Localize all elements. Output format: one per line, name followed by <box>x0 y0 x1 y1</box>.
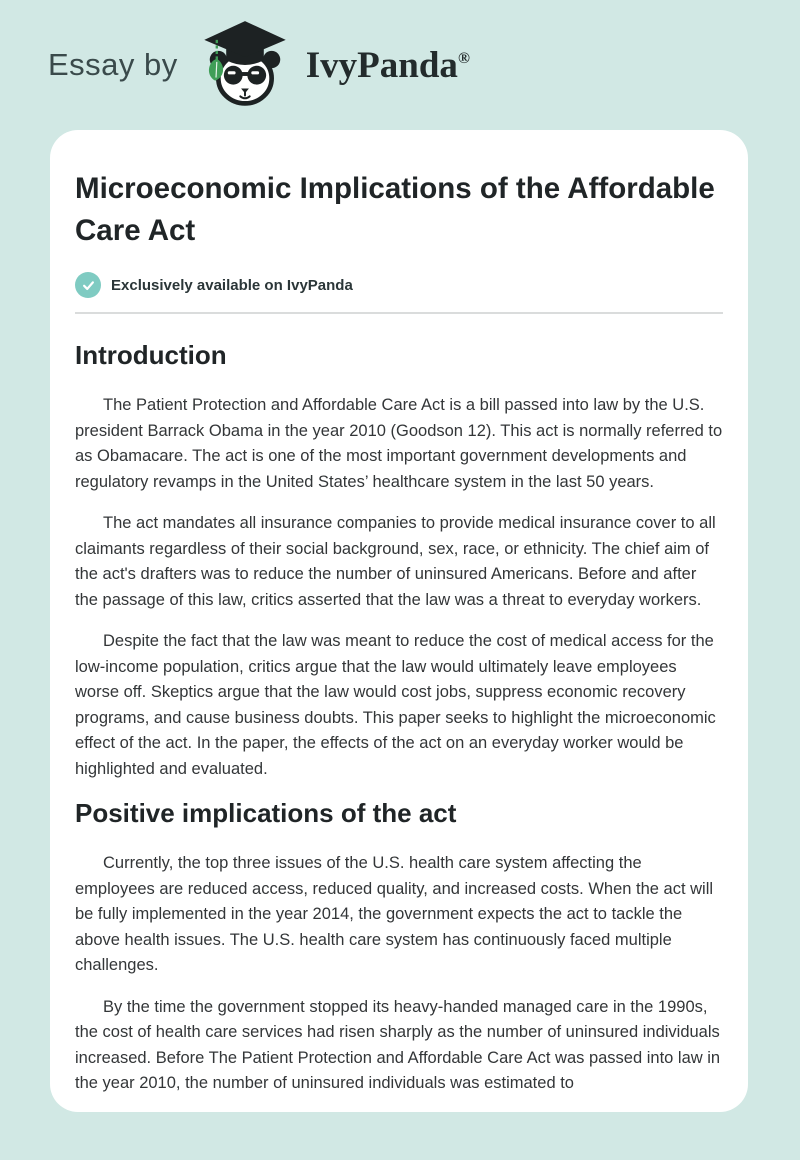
divider <box>75 312 723 314</box>
essay-title: Microeconomic Implications of the Affordable Care Act <box>75 172 715 247</box>
section-positive-implications <box>75 798 723 1097</box>
check-icon <box>75 272 101 298</box>
brand-text: IvyPanda <box>305 44 458 86</box>
panda-graduate-icon <box>196 18 294 112</box>
heading-introduction: Introduction <box>75 340 227 370</box>
heading-positive-implications: Positive implications of the act <box>75 798 457 828</box>
exclusive-badge-label: Exclusively available on IvyPanda <box>111 276 353 294</box>
paragraph: By the time the government stopped its heavy-handed managed care in the 1990s, the cost of health care services had risen sharply as the number of uninsured individuals increased. Before The Patient Protection and Affordable Care Act was passed into law in the year 2010, the number of uninsured individuals was estimated to <box>75 997 721 1092</box>
ivypanda-logo <box>196 18 294 112</box>
site-header <box>0 0 800 130</box>
section-introduction <box>75 340 723 782</box>
registered-mark: ® <box>457 49 470 67</box>
paragraph: Despite the fact that the law was meant to reduce the cost of medical access for the low-income population, critics argue that the law would ultimately leave employees worse off. Skeptics argue that the law would cost jobs, suppress economic recovery programs, and cause business doubts. This paper seeks to highlight the microeconomic effect of the act. In the paper, the effects of the act on an everyday worker would be highlighted and evaluated. <box>75 632 716 778</box>
essay-card <box>50 130 748 1112</box>
exclusive-badge <box>75 272 723 298</box>
paragraph: The act mandates all insurance companies to provide medical insurance cover to all claimants regardless of their social background, sex, race, or ethnicity. The chief aim of the act's drafters was to reduce the number of uninsured Americans. Before and after the passage of this law, critics asserted that the law was a threat to everyday workers. <box>75 514 716 609</box>
header-prefix: Essay by <box>48 47 178 82</box>
paragraph: Currently, the top three issues of the U.S. health care system affecting the employees are reduced access, reduced quality, and increased costs. When the act will be fully implemented in the year 2014, the government expects the act to tackle the above health issues. The U.S. health care system has continuously faced multiple challenges. <box>75 854 714 974</box>
brand-name <box>305 44 470 86</box>
paragraph: The Patient Protection and Affordable Care Act is a bill passed into law by the U.S. president Barrack Obama in the year 2010 (Goodson 12). This act is normally referred to as Obamacare. The act is one of the most important government developments and regulatory revamps in the United States’ healthcare system in the last 50 years. <box>75 396 723 491</box>
